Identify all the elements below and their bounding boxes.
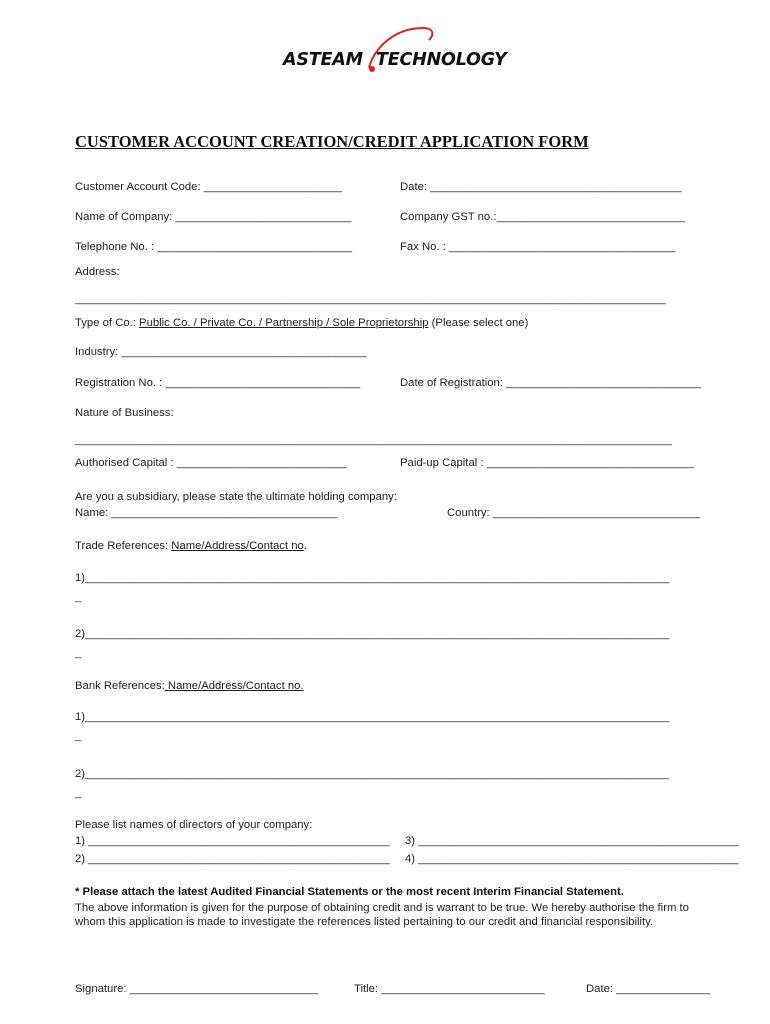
date-of-registration-field[interactable]: Date of Registration: _______________________________ <box>400 377 701 389</box>
director-2-field[interactable]: 2) ________________________________________________ <box>75 853 390 865</box>
director-4-field[interactable]: 4) ___________________________________________________ <box>405 853 739 865</box>
company-type-options[interactable]: Public Co. / Private Co. / Partnership / Sole Proprietorship <box>139 317 429 329</box>
authorisation-statement: The above information is given for the purpose of obtaining credit and is warrant to be true. We hereby authorise the firm to whom this application is made to investigate the references listed pertaining to our credit and financial responsibility. <box>75 902 689 928</box>
registration-no-field[interactable]: Registration No. : _______________________________ <box>75 377 361 389</box>
trade-references-label-underlined: Name/Address/Contact no <box>171 540 304 552</box>
address-line[interactable]: ______________________________________________________________________________________________ <box>75 293 666 305</box>
trade-references-label-text: Trade References: <box>75 540 172 552</box>
bank-references-label <box>75 679 304 693</box>
bank-reference-1-line[interactable]: 1)_____________________________________________________________________________________________ <box>75 711 670 723</box>
paidup-capital-field[interactable]: Paid-up Capital : _________________________________ <box>400 457 694 469</box>
company-type-note: (Please select one) <box>428 317 529 329</box>
bank-reference-2-line[interactable]: 2)_____________________________________________________________________________________________ <box>75 768 670 780</box>
signature-field[interactable]: Signature: ______________________________ <box>75 983 319 995</box>
bank-references-label-underlined: Name/Address/Contact no. <box>164 680 304 692</box>
title-field[interactable]: Title: __________________________ <box>354 983 545 995</box>
company-type-label: Type of Co.: <box>75 317 140 329</box>
nature-of-business-line[interactable]: _______________________________________________________________________________________________ <box>75 434 672 446</box>
attachment-notice: * Please attach the latest Audited Financial Statements or the most recent Interim Financial Statement. <box>75 886 624 898</box>
subsidiary-question: Are you a subsidiary, please state the ultimate holding company: <box>75 491 397 503</box>
bank-reference-1-dash: _ <box>75 730 82 742</box>
trade-reference-2-dash: _ <box>75 647 82 659</box>
company-logo <box>283 24 523 84</box>
company-name-field[interactable]: Name of Company: ____________________________ <box>75 211 352 223</box>
customer-account-code-field[interactable]: Customer Account Code: ______________________ <box>75 181 342 193</box>
address-label: Address: <box>75 266 120 278</box>
page-title: CUSTOMER ACCOUNT CREATION/CREDIT APPLICATION FORM <box>75 132 589 151</box>
logo-text-right: TECHNOLOGY <box>376 50 507 70</box>
telephone-field[interactable]: Telephone No. : _______________________________ <box>75 241 353 253</box>
fax-field[interactable]: Fax No. : ____________________________________ <box>400 241 676 253</box>
logo-text-left: ASTEAM <box>283 50 363 70</box>
holding-company-name-field[interactable]: Name: ____________________________________ <box>75 507 338 519</box>
date-field[interactable]: Date: ________________________________________ <box>400 181 682 193</box>
trade-references-label-end: . <box>303 540 307 552</box>
company-type-row <box>75 316 528 330</box>
nature-of-business-label: Nature of Business: <box>75 407 174 419</box>
director-1-field[interactable]: 1) ________________________________________________ <box>75 835 390 847</box>
director-3-field[interactable]: 3) ___________________________________________________ <box>405 835 739 847</box>
holding-company-country-field[interactable]: Country: _________________________________ <box>447 507 701 519</box>
bank-references-label-text: Bank References: <box>75 680 165 692</box>
signature-date-field[interactable]: Date: _______________ <box>586 983 711 995</box>
company-gst-field[interactable]: Company GST no.:______________________________ <box>400 211 685 223</box>
trade-references-label <box>75 539 307 553</box>
trade-reference-1-dash: _ <box>75 591 82 603</box>
trade-reference-1-line[interactable]: 1)_____________________________________________________________________________________________ <box>75 572 670 584</box>
bank-reference-2-dash: _ <box>75 787 82 799</box>
authorised-capital-field[interactable]: Authorised Capital : ___________________________ <box>75 457 347 469</box>
directors-label: Please list names of directors of your company: <box>75 819 313 831</box>
trade-reference-2-line[interactable]: 2)_____________________________________________________________________________________________ <box>75 628 670 640</box>
industry-field[interactable]: Industry: _______________________________________ <box>75 346 367 358</box>
